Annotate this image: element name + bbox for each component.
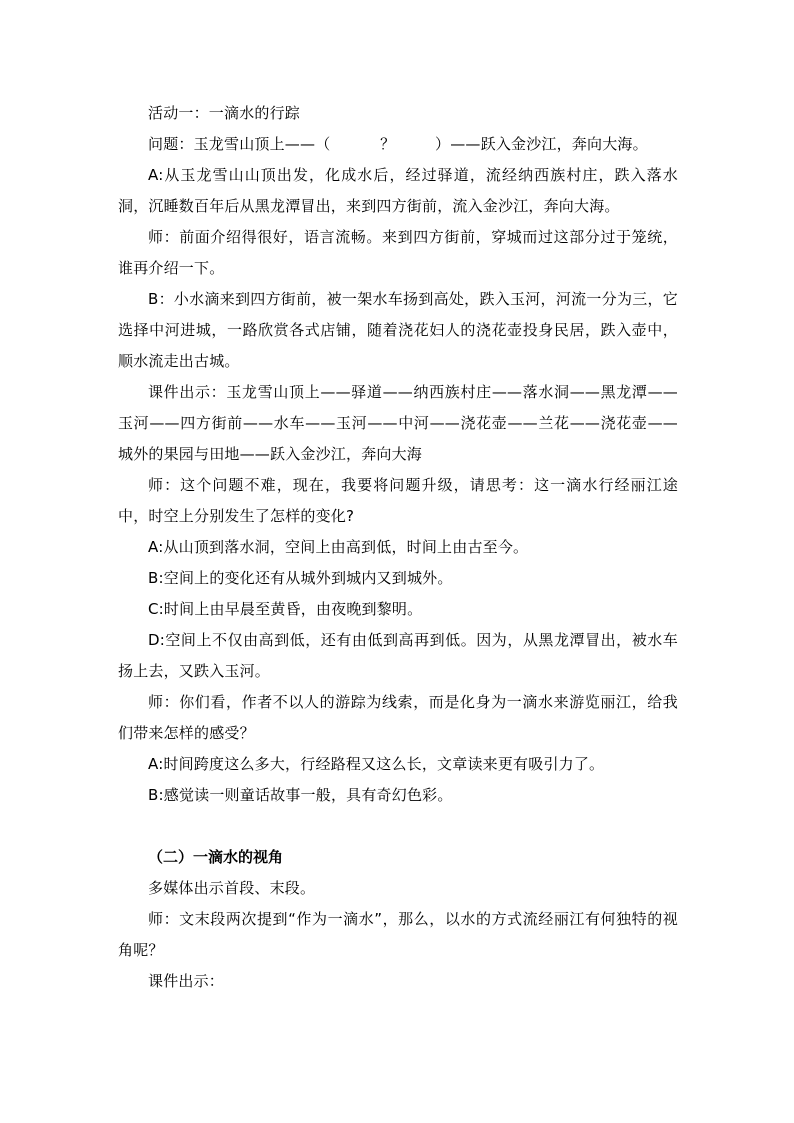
- media-paragraph: 多媒体出示首段、末段。: [148, 879, 316, 897]
- spacetime-answer-d: D:空间上不仅由高到低，还有由低到高再到低。因为，从黑龙潭冒出，被水车扬上去，又跌入玉河。: [118, 631, 678, 680]
- question-paragraph: 问题：玉龙雪山顶上——（ ？ ）——跃入金沙江，奔向大海。: [148, 135, 648, 153]
- teacher-comment-1: 师：前面介绍得很好，语言流畅。来到四方街前，穿城而过这部分过于笼统，谁再介绍一下。: [118, 228, 678, 277]
- activity-title: 活动一：一滴水的行踪: [148, 104, 301, 122]
- spacetime-answer-a: A:从山顶到落水洞，空间上由高到低，时间上由古至今。: [148, 538, 529, 556]
- teacher-comment-4: 师：文末段两次提到“作为一滴水”，那么，以水的方式流经丽江有何独特的视角呢？: [118, 910, 678, 959]
- answer-a-paragraph: A:从玉龙雪山山顶出发，化成水后，经过驿道，流经纳西族村庄，跌入落水洞，沉睡数百年后从黑龙潭冒出，来到四方街前，流入金沙江，奔向大海。: [118, 166, 678, 215]
- section-gap: [118, 811, 678, 842]
- section-heading: （二）一滴水的视角: [148, 848, 284, 866]
- courseware-route: 课件出示：玉龙雪山顶上——驿道——纳西族村庄——落水洞——黑龙潭——玉河——四方街前——水车——玉河——中河——浇花壶——兰花——浇花壶——城外的果园与田地——跃入金沙江，奔向大海: [118, 383, 678, 463]
- courseware-label: 课件出示：: [148, 972, 225, 990]
- spacetime-answer-b: B:空间上的变化还有从城外到城内又到城外。: [148, 569, 453, 587]
- feeling-answer-b: B:感觉读一则童话故事一般，具有奇幻色彩。: [148, 786, 453, 804]
- spacetime-answer-c: C:时间上由早晨至黄昏，由夜晚到黎明。: [148, 600, 423, 618]
- teacher-comment-3: 师：你们看，作者不以人的游踪为线索，而是化身为一滴水来游览丽江，给我们带来怎样的感受？: [118, 693, 678, 742]
- answer-b-paragraph: B：小水滴来到四方街前，被一架水车扬到高处，跌入玉河，河流一分为三，它选择中河进城，一路欣赏各式店铺，随着浇花妇人的浇花壶投身民居，跌入壶中，顺水流走出古城。: [118, 290, 678, 370]
- teacher-comment-2: 师：这个问题不难，现在，我要将问题升级，请思考：这一滴水行经丽江途中，时空上分别发生了怎样的变化?: [118, 476, 678, 525]
- document-page: [118, 98, 678, 997]
- feeling-answer-a: A:时间跨度这么多大，行经路程又这么长，文章读来更有吸引力了。: [148, 755, 605, 773]
